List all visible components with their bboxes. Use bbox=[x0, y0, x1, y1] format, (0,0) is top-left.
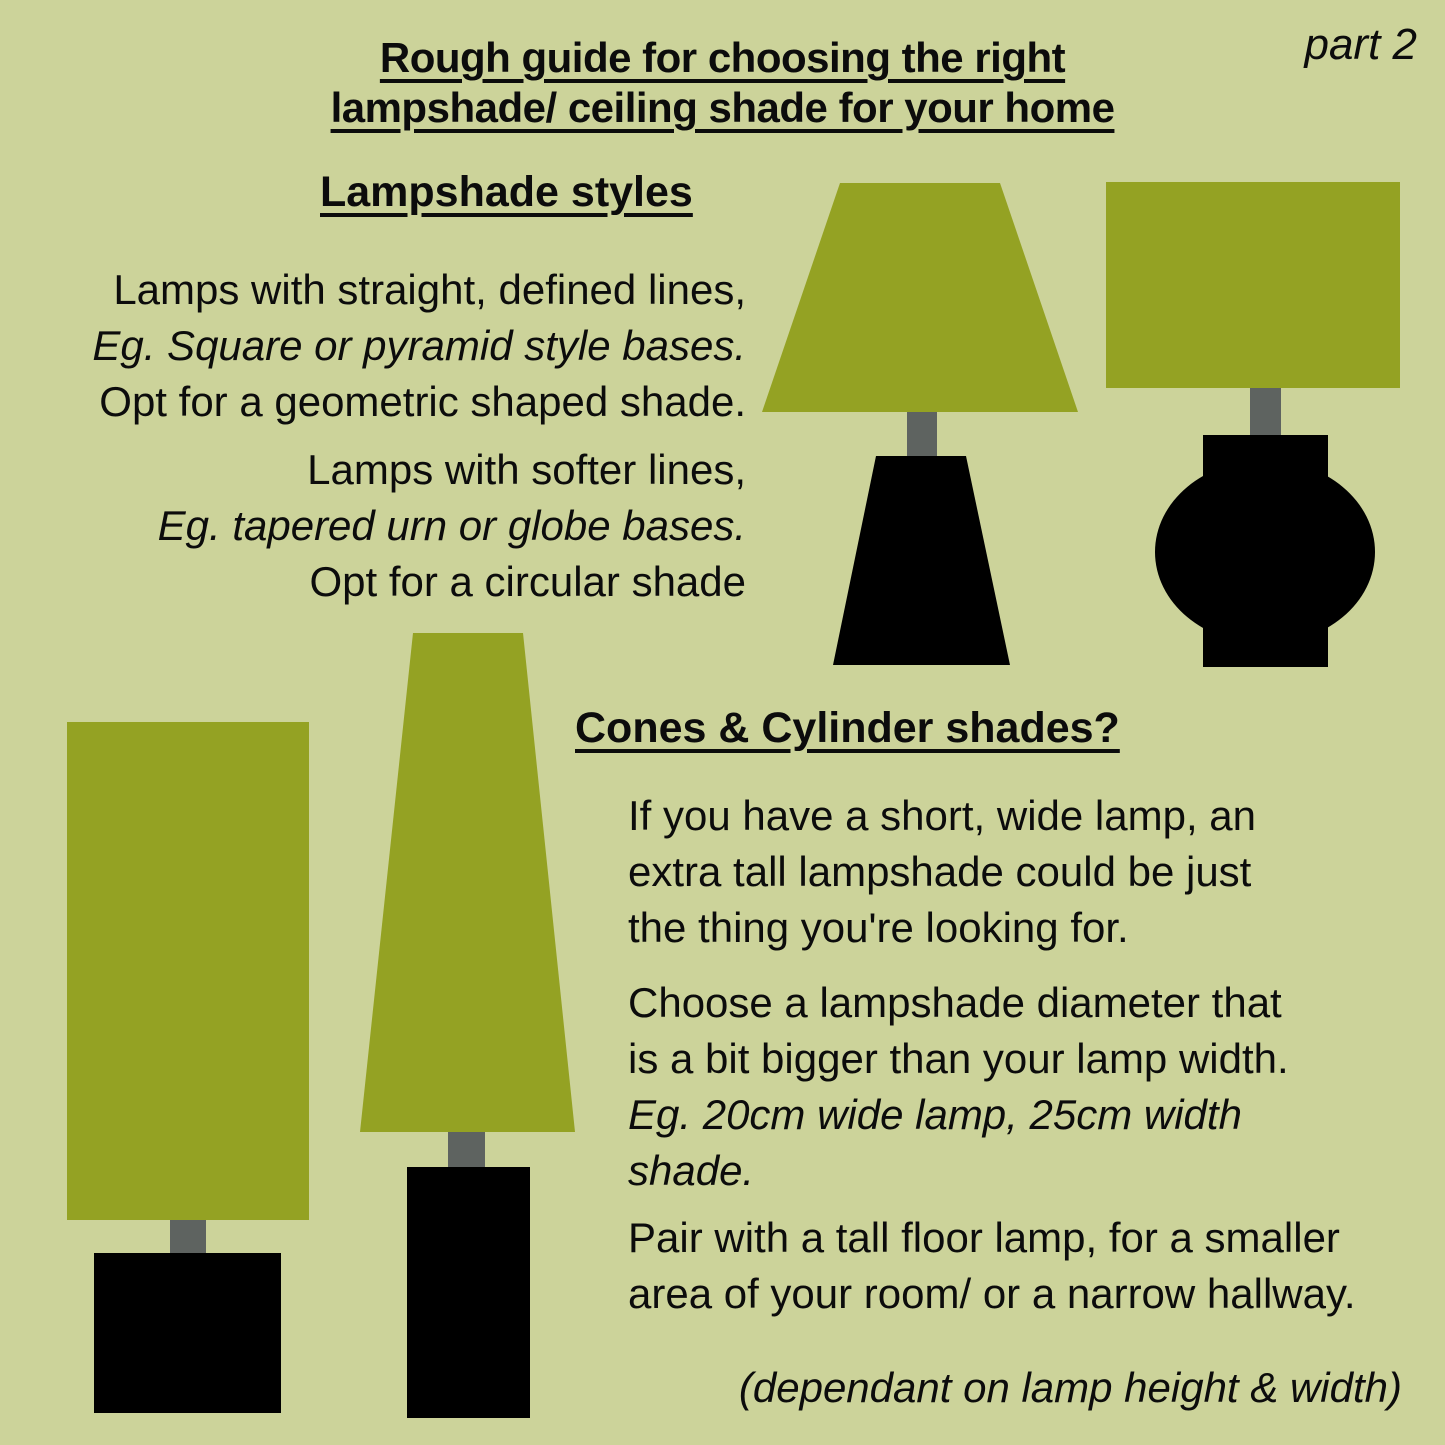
paragraph-line: Pair with a tall floor lamp, for a smaller bbox=[628, 1214, 1340, 1261]
lampshade-styles-heading: Lampshade styles bbox=[320, 168, 693, 216]
lamp-stem-shape bbox=[1250, 388, 1281, 435]
paragraph-line: If you have a short, wide lamp, an bbox=[628, 792, 1257, 839]
lamp-stem-shape bbox=[170, 1220, 206, 1253]
paragraph-line: Choose a lampshade diameter that bbox=[628, 979, 1282, 1026]
globe-base-foot-shape bbox=[1203, 610, 1328, 667]
straight-lines-paragraph bbox=[30, 262, 746, 430]
tall-rectangle-lampshade-shape bbox=[67, 722, 309, 1220]
cones-cylinder-heading: Cones & Cylinder shades? bbox=[575, 704, 1120, 752]
block-lamp-base-shape bbox=[94, 1253, 281, 1413]
cylinder-shade-lamp-illustration bbox=[67, 722, 309, 1413]
paragraph-line-italic: Eg. 20cm wide lamp, 25cm width bbox=[628, 1091, 1242, 1138]
paragraph-line: is a bit bigger than your lamp width. bbox=[628, 1035, 1289, 1082]
dependant-note: (dependant on lamp height & width) bbox=[738, 1364, 1402, 1411]
paragraph-line: area of your room/ or a narrow hallway. bbox=[628, 1270, 1356, 1317]
paragraph-line-italic: shade. bbox=[628, 1147, 755, 1194]
paragraph-line: the thing you're looking for. bbox=[628, 904, 1129, 951]
rectangle-lampshade-shape bbox=[1106, 182, 1400, 388]
column-lamp-base-shape bbox=[407, 1167, 530, 1418]
lamp-stem-shape bbox=[907, 412, 937, 458]
tall-cone-lampshade-shape bbox=[360, 633, 575, 1132]
short-wide-lamp-paragraph bbox=[628, 788, 1418, 956]
paragraph-line: extra tall lampshade could be just bbox=[628, 848, 1252, 895]
paragraph-line-italic: Eg. tapered urn or globe bases. bbox=[157, 502, 746, 549]
geometric-shade-lamp-illustration bbox=[762, 183, 1078, 665]
pyramid-lamp-base-shape bbox=[833, 456, 1010, 665]
page-title-line-2: lampshade/ ceiling shade for your home bbox=[330, 84, 1115, 131]
paragraph-line: Opt for a circular shade bbox=[309, 558, 746, 605]
trapezoid-lampshade-shape bbox=[762, 183, 1078, 412]
paragraph-line-italic: Eg. Square or pyramid style bases. bbox=[92, 322, 746, 369]
softer-lines-paragraph bbox=[30, 442, 746, 610]
page-title-line-1: Rough guide for choosing the right bbox=[379, 34, 1066, 81]
paragraph-line: Opt for a geometric shaped shade. bbox=[99, 378, 746, 425]
paragraph-line: Lamps with softer lines, bbox=[307, 446, 746, 493]
circular-base-lamp-illustration bbox=[1106, 182, 1400, 667]
lamp-stem-shape bbox=[448, 1132, 485, 1167]
page-title bbox=[0, 33, 1445, 133]
part-label: part 2 bbox=[1304, 20, 1417, 69]
paragraph-line: Lamps with straight, defined lines, bbox=[113, 266, 746, 313]
shade-diameter-paragraph bbox=[628, 975, 1418, 1199]
floor-lamp-paragraph bbox=[628, 1210, 1418, 1322]
cone-shade-lamp-illustration bbox=[360, 633, 575, 1418]
